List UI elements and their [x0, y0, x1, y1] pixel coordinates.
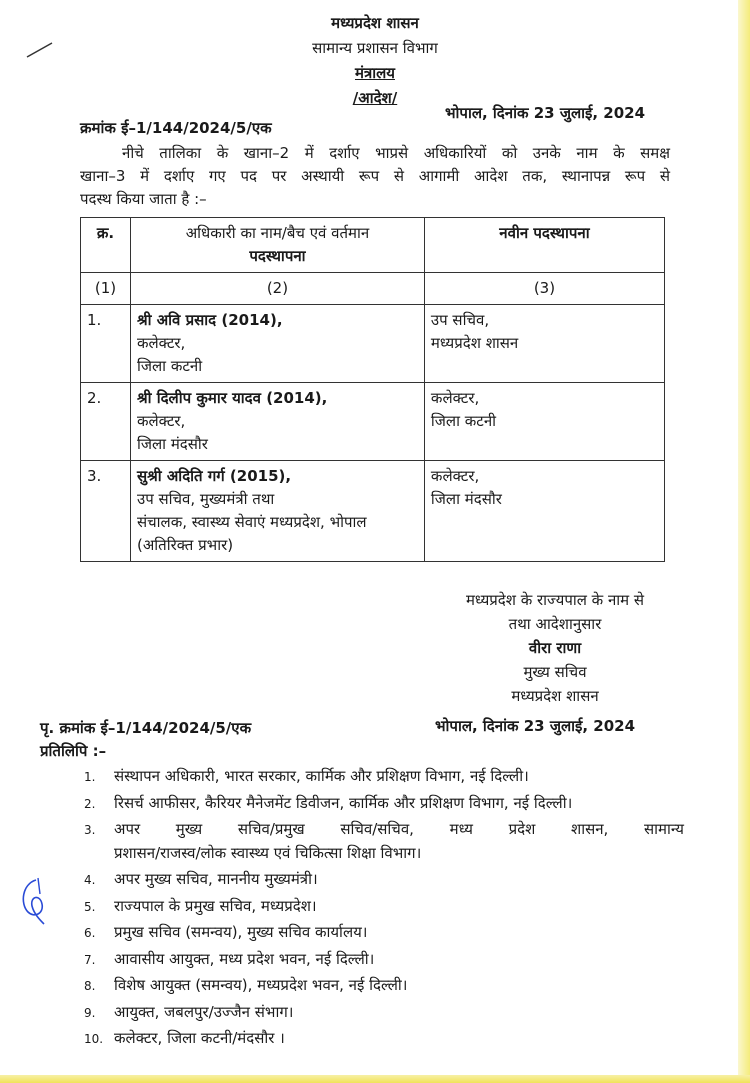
gov-title: मध्यप्रदेश शासन	[331, 14, 419, 32]
ministry-title: मंत्रालय	[354, 64, 395, 82]
copy-list	[84, 765, 684, 1054]
order-number: क्रमांक ई–1/144/2024/5/एक	[80, 119, 272, 137]
header-serial: क्र.	[81, 218, 131, 273]
col-number: (1)	[81, 273, 131, 305]
order-place-date: भोपाल, दिनांक 23 जुलाई, 2024	[445, 104, 646, 122]
page-edge-shadow	[738, 0, 750, 1083]
list-text: संस्थापन अधिकारी, भारत सरकार, कार्मिक और प्रशिक्षण विभाग, नई दिल्ली।	[114, 767, 529, 785]
list-number: 8.	[84, 979, 96, 993]
signatory-name: वीरा राणा	[528, 639, 582, 657]
posting-table	[80, 217, 665, 562]
new-post: मध्यप्रदेश शासन	[430, 334, 519, 352]
list-number: 4.	[84, 873, 96, 887]
endorsement-place-date: भोपाल, दिनांक 23 जुलाई, 2024	[435, 717, 636, 735]
copy-label: प्रतिलिपि :–	[40, 742, 107, 760]
table-header-row	[81, 218, 665, 273]
list-number: 7.	[84, 952, 96, 967]
row-new-posting	[424, 383, 664, 461]
list-item	[84, 895, 684, 919]
row-serial: 1.	[81, 305, 131, 383]
intro-line-3: पदस्थ किया जाता है :–	[80, 190, 207, 208]
intro-line-1: नीचे तालिका के खाना–2 में दर्शाए भाप्रसे अधिकारियों को उनके नाम के समक्ष	[122, 144, 670, 162]
row-serial: 2.	[81, 383, 131, 461]
list-number: 5.	[84, 899, 96, 914]
order-heading: /आदेश/	[352, 89, 398, 107]
list-item	[84, 921, 684, 945]
signatory-office: मध्यप्रदेश शासन	[511, 687, 599, 705]
header-officer-line1: अधिकारी का नाम/बैच एवं वर्तमान	[185, 224, 370, 242]
col-number: (3)	[424, 273, 664, 305]
table-row	[81, 383, 665, 461]
intro-line-2: खाना–3 में दर्शाए गए पद पर अस्थायी रूप से आगामी आदेश तक, स्थानापन्न रूप से	[80, 167, 670, 185]
signature-authority-line: मध्यप्रदेश के राज्यपाल के नाम से	[465, 591, 645, 609]
page-bottom-edge	[0, 1075, 750, 1083]
officer-current-post: जिला मंदसौर	[136, 435, 208, 453]
officer-name: सुश्री अदिति गर्ग (2015),	[136, 467, 292, 485]
list-item	[84, 868, 684, 892]
list-number: 3.	[84, 823, 96, 837]
list-text: आयुक्त, जबलपुर/उज्जैन संभाग।	[114, 1002, 294, 1021]
list-item	[84, 765, 684, 789]
list-text: राज्यपाल के प्रमुख सचिव, मध्यप्रदेश।	[114, 896, 317, 915]
list-number: 1.	[84, 770, 96, 784]
list-item	[84, 792, 684, 816]
list-text-continued: प्रशासन/राजस्व/लोक स्वास्थ्य एवं चिकित्सा शिक्षा विभाग।	[114, 843, 422, 862]
officer-current-post: उप सचिव, मुख्यमंत्री तथा	[136, 490, 275, 508]
new-post: जिला मंदसौर	[430, 490, 502, 508]
list-number: 10.	[84, 1032, 104, 1046]
signatory-designation: मुख्य सचिव	[523, 663, 587, 681]
list-number: 6.	[84, 926, 96, 940]
row-officer	[130, 383, 424, 461]
row-officer	[130, 305, 424, 383]
row-new-posting	[424, 305, 664, 383]
officer-current-post: संचालक, स्वास्थ्य सेवाएं मध्यप्रदेश, भोपाल	[136, 513, 367, 531]
officer-current-post: (अतिरिक्त प्रभार)	[136, 536, 234, 554]
officer-current-post: कलेक्टर,	[136, 412, 186, 430]
officer-name: श्री दिलीप कुमार यादव (2014),	[136, 389, 328, 407]
header-new-posting: नवीन पदस्थापना	[424, 218, 664, 273]
list-text: विशेष आयुक्त (समन्वय), मध्यप्रदेश भवन, नई दिल्ली।	[114, 976, 408, 994]
table-row	[81, 305, 665, 383]
ink-initials-mark	[14, 874, 54, 929]
list-item	[84, 818, 684, 865]
new-post: जिला कटनी	[430, 412, 497, 430]
list-item	[84, 1001, 684, 1025]
list-text: अपर मुख्य सचिव/प्रमुख सचिव/सचिव, मध्य प्रदेश शासन, सामान्य	[114, 820, 684, 838]
department-title: सामान्य प्रशासन विभाग	[312, 39, 438, 57]
list-number: 9.	[84, 1005, 96, 1020]
list-item	[84, 1027, 684, 1051]
signature-block	[430, 588, 680, 708]
officer-current-post: जिला कटनी	[136, 357, 203, 375]
table-column-number-row	[81, 273, 665, 305]
list-item	[84, 948, 684, 972]
col-number: (2)	[130, 273, 424, 305]
new-post: कलेक्टर,	[430, 389, 480, 407]
header-officer-line2: पदस्थापना	[249, 247, 306, 265]
list-text: अपर मुख्य सचिव, माननीय मुख्यमंत्री।	[114, 870, 318, 888]
list-item	[84, 974, 684, 998]
officer-name: श्री अवि प्रसाद (2014),	[136, 311, 283, 329]
row-officer	[130, 461, 424, 562]
new-post: कलेक्टर,	[430, 467, 480, 485]
intro-paragraph	[80, 142, 670, 211]
table-row	[81, 461, 665, 562]
list-number: 2.	[84, 796, 96, 811]
header-officer	[130, 218, 424, 273]
list-text: कलेक्टर, जिला कटनी/मंदसौर ।	[114, 1029, 285, 1047]
new-post: उप सचिव,	[430, 311, 490, 329]
list-text: प्रमुख सचिव (समन्वय), मुख्य सचिव कार्यालय।	[114, 923, 368, 941]
signature-authority-line: तथा आदेशानुसार	[508, 615, 602, 633]
row-serial: 3.	[81, 461, 131, 562]
officer-current-post: कलेक्टर,	[136, 334, 186, 352]
row-new-posting	[424, 461, 664, 562]
list-text: आवासीय आयुक्त, मध्य प्रदेश भवन, नई दिल्ली।	[114, 949, 375, 968]
endorsement-number: पृ. क्रमांक ई–1/144/2024/5/एक	[40, 719, 252, 737]
list-text: रिसर्च आफीसर, कैरियर मैनेजमेंट डिवीजन, कार्मिक और प्रशिक्षण विभाग, नई दिल्ली।	[114, 793, 573, 812]
